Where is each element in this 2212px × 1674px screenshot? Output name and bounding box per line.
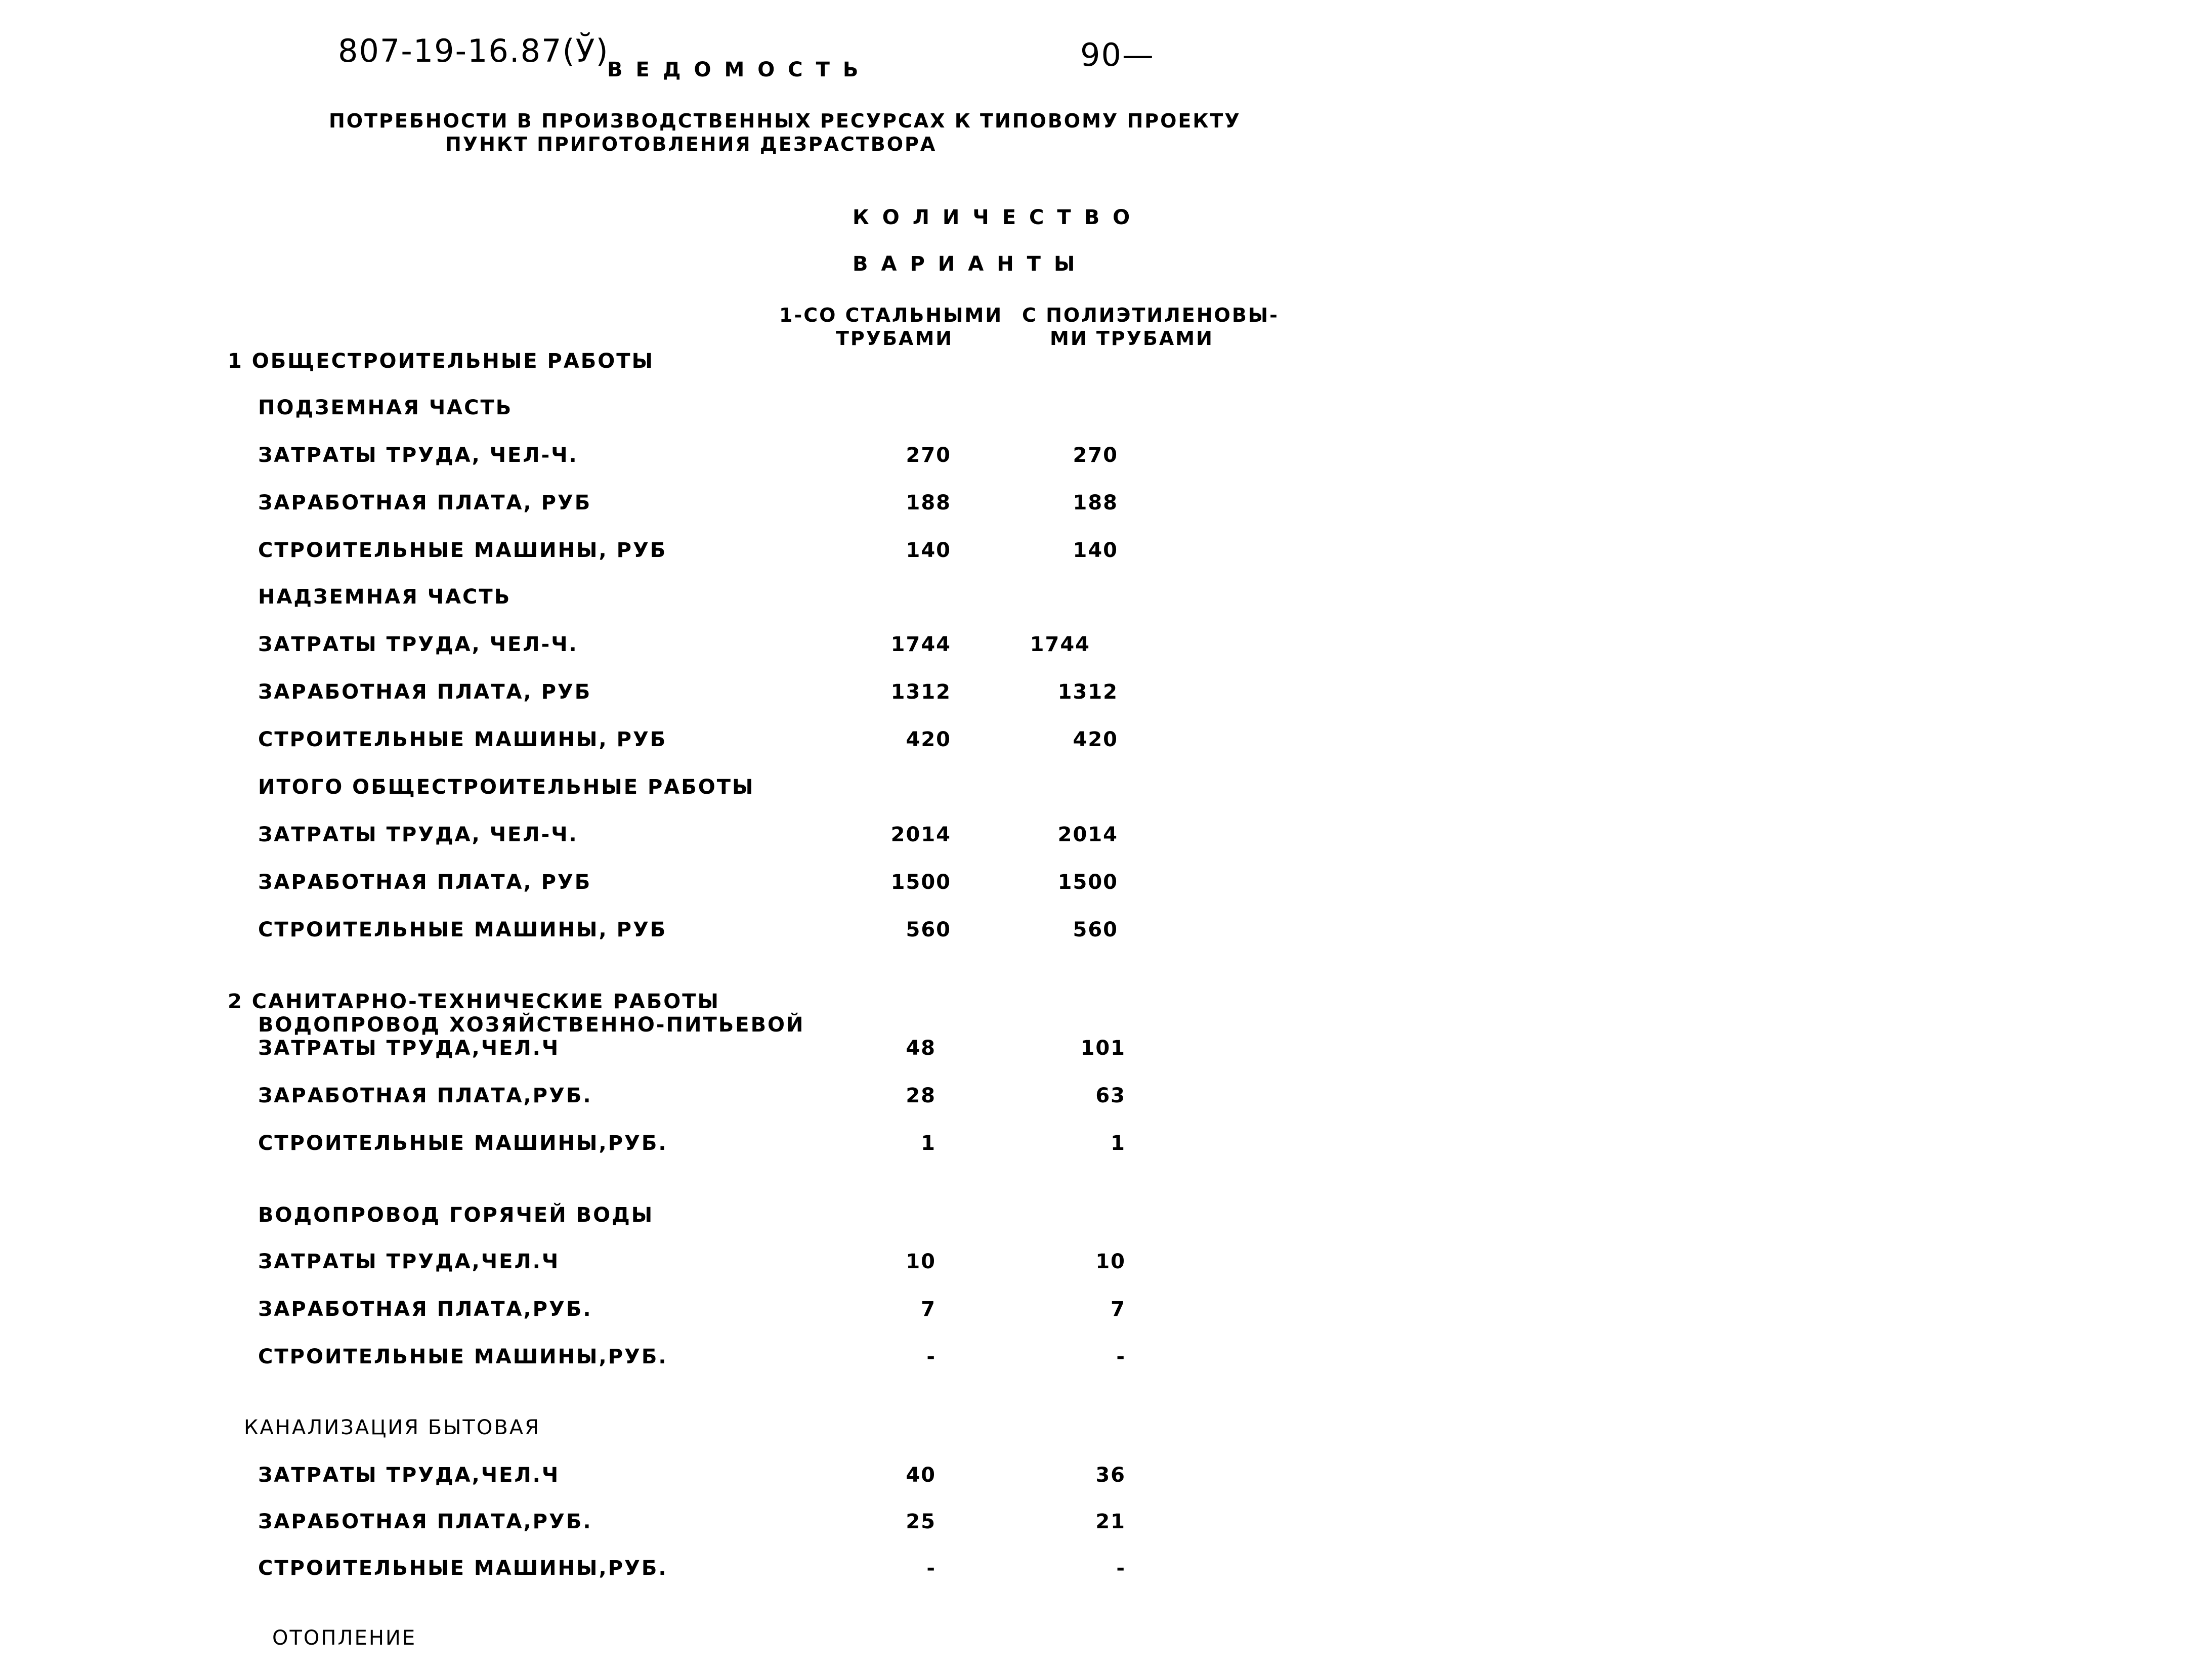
row-value-variant-2: 63 xyxy=(1095,1084,1126,1107)
row-value-variant-2: 1312 xyxy=(1057,680,1118,704)
row-value-variant-2: 140 xyxy=(1073,539,1118,562)
row-label: СТРОИТЕЛЬНЫЕ МАШИНЫ,РУБ. xyxy=(258,1345,668,1368)
row-label: ЗАРАБОТНАЯ ПЛАТА,РУБ. xyxy=(258,1084,592,1107)
row-value-variant-1: 140 xyxy=(906,539,951,562)
column-1-header-line-2: ТРУБАМИ xyxy=(836,327,954,350)
row-value-variant-2: 7 xyxy=(1111,1298,1126,1321)
row-value-variant-1: 28 xyxy=(906,1084,936,1107)
quantity-heading: КОЛИЧЕСТВО xyxy=(853,206,1143,229)
row-value-variant-1: 420 xyxy=(906,728,951,751)
row-label: ЗАТРАТЫ ТРУДА, ЧЕЛ-Ч. xyxy=(258,823,578,846)
row-value-variant-2: 1500 xyxy=(1057,871,1118,894)
row-value-variant-1: 560 xyxy=(906,918,951,941)
row-value-variant-2: 36 xyxy=(1095,1464,1126,1487)
group-title: ВОДОПРОВОД ГОРЯЧЕЙ ВОДЫ xyxy=(258,1204,654,1227)
row-label: СТРОИТЕЛЬНЫЕ МАШИНЫ,РУБ. xyxy=(258,1132,668,1155)
row-label: ЗАТРАТЫ ТРУДА,ЧЕЛ.Ч xyxy=(258,1250,560,1273)
row-value-variant-1: - xyxy=(926,1557,936,1580)
section-title: 1 ОБЩЕСТРОИТЕЛЬНЫЕ РАБОТЫ xyxy=(228,350,655,373)
document-title: ВЕДОМОСТЬ xyxy=(607,58,872,81)
row-value-variant-1: 1500 xyxy=(890,871,951,894)
section-title: 2 САНИТАРНО-ТЕХНИЧЕСКИЕ РАБОТЫ xyxy=(228,990,720,1013)
row-label: ЗАТРАТЫ ТРУДА,ЧЕЛ.Ч xyxy=(258,1464,560,1487)
row-value-variant-1: 7 xyxy=(921,1298,936,1321)
subtitle-line-2: ПУНКТ ПРИГОТОВЛЕНИЯ ДЕЗРАСТВОРА xyxy=(445,133,937,155)
row-value-variant-2: 420 xyxy=(1073,728,1118,751)
row-value-variant-2: 1744 xyxy=(1030,633,1090,656)
row-value-variant-1: - xyxy=(926,1345,936,1368)
group-title: ИТОГО ОБЩЕСТРОИТЕЛЬНЫЕ РАБОТЫ xyxy=(258,776,755,799)
row-value-variant-1: 2014 xyxy=(890,823,951,846)
row-value-variant-2: 188 xyxy=(1073,491,1118,514)
row-label: СТРОИТЕЛЬНЫЕ МАШИНЫ, РУБ xyxy=(258,539,667,562)
row-value-variant-2: 10 xyxy=(1095,1250,1126,1273)
row-value-variant-1: 1744 xyxy=(890,633,951,656)
document-code: 807-19-16.87(Ў) xyxy=(338,32,609,69)
row-value-variant-2: 560 xyxy=(1073,918,1118,941)
row-label: ЗАРАБОТНАЯ ПЛАТА, РУБ xyxy=(258,491,592,514)
row-label: СТРОИТЕЛЬНЫЕ МАШИНЫ,РУБ. xyxy=(258,1557,668,1580)
row-label: ЗАТРАТЫ ТРУДА, ЧЕЛ-Ч. xyxy=(258,633,578,656)
row-value-variant-1: 188 xyxy=(906,491,951,514)
row-value-variant-2: 21 xyxy=(1095,1510,1126,1533)
row-value-variant-1: 1312 xyxy=(890,680,951,704)
group-title: ПОДЗЕМНАЯ ЧАСТЬ xyxy=(258,396,513,419)
page-number: 90— xyxy=(1080,36,1155,73)
variants-heading: ВАРИАНТЫ xyxy=(853,252,1088,276)
row-label: СТРОИТЕЛЬНЫЕ МАШИНЫ, РУБ xyxy=(258,918,667,941)
column-2-header-line-1: С ПОЛИЭТИЛЕНОВЫ- xyxy=(1022,304,1279,326)
row-label: ЗАТРАТЫ ТРУДА,ЧЕЛ.Ч xyxy=(258,1037,560,1060)
row-label: ЗАРАБОТНАЯ ПЛАТА, РУБ xyxy=(258,871,592,894)
row-value-variant-2: - xyxy=(1116,1557,1126,1580)
row-label: ЗАТРАТЫ ТРУДА, ЧЕЛ-Ч. xyxy=(258,444,578,467)
row-value-variant-1: 40 xyxy=(906,1464,936,1487)
row-value-variant-2: 101 xyxy=(1080,1037,1126,1060)
row-label: ЗАРАБОТНАЯ ПЛАТА,РУБ. xyxy=(258,1298,592,1321)
subtitle-line-1: ПОТРЕБНОСТИ В ПРОИЗВОДСТВЕННЫХ РЕСУРСАХ К ТИПОВОМУ ПРОЕКТУ xyxy=(329,110,1241,132)
row-label: ЗАРАБОТНАЯ ПЛАТА,РУБ. xyxy=(258,1510,592,1533)
group-title: НАДЗЕМНАЯ ЧАСТЬ xyxy=(258,585,512,609)
row-value-variant-1: 48 xyxy=(906,1037,936,1060)
row-label: ЗАРАБОТНАЯ ПЛАТА, РУБ xyxy=(258,680,592,704)
column-1-header-line-1: 1-СО СТАЛЬНЫМИ xyxy=(779,304,1003,326)
row-value-variant-2: 1 xyxy=(1111,1132,1126,1155)
row-label: СТРОИТЕЛЬНЫЕ МАШИНЫ, РУБ xyxy=(258,728,667,751)
row-value-variant-1: 1 xyxy=(921,1132,936,1155)
row-value-variant-1: 270 xyxy=(906,444,951,467)
group-title: КАНАЛИЗАЦИЯ БЫТОВАЯ xyxy=(244,1416,540,1439)
row-value-variant-1: 10 xyxy=(906,1250,936,1273)
column-2-header-line-2: МИ ТРУБАМИ xyxy=(1050,327,1214,350)
row-value-variant-2: - xyxy=(1116,1345,1126,1368)
row-value-variant-2: 270 xyxy=(1073,444,1118,467)
group-title: ВОДОПРОВОД ХОЗЯЙСТВЕННО-ПИТЬЕВОЙ xyxy=(258,1013,805,1037)
group-title: ОТОПЛЕНИЕ xyxy=(272,1626,417,1650)
row-value-variant-1: 25 xyxy=(906,1510,936,1533)
row-value-variant-2: 2014 xyxy=(1057,823,1118,846)
